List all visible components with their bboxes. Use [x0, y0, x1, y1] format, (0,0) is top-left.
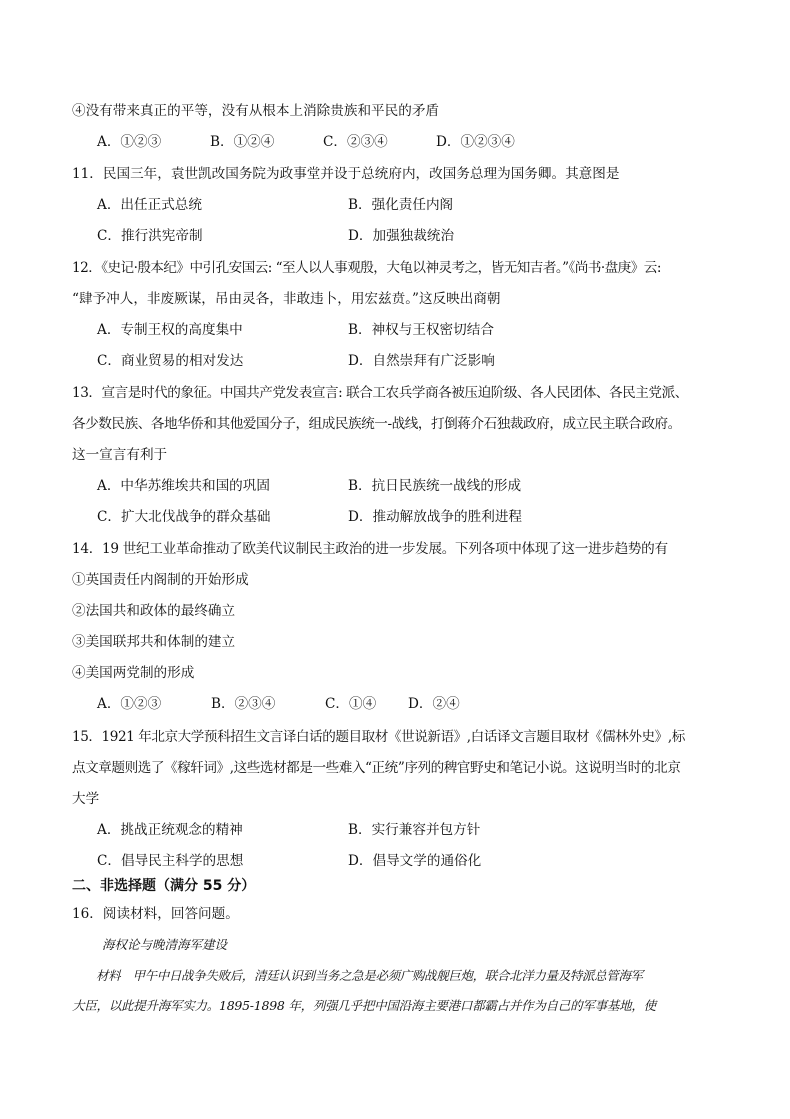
q14-item-2: ②法国共和政体的最终确立 [72, 603, 236, 619]
q15-stem-line-1: 15．1921 年北京大学预科招生文言译白话的题目取材《世说新语》,白话译文言题目取材《儒林外史》,标 [72, 729, 685, 745]
q10-option-d: D．①②③④ [436, 134, 515, 150]
q11-stem: 11．民国三年，袁世凯改国务院为政事堂并设于总统府内，改国务总理为国务卿。其意图是 [72, 166, 620, 182]
q12-option-d: D．自然崇拜有广泛影响 [348, 353, 495, 369]
q13-option-d: D．推动解放战争的胜利进程 [348, 509, 523, 525]
q12-option-b: B．神权与王权密切结合 [348, 322, 494, 338]
q14-stem: 14．19 世纪工业革命推动了欧美代议制民主政治的进一步发展。下列各项中体现了这一进步趋势的有 [72, 541, 668, 557]
q12-option-c: C．商业贸易的相对发达 [97, 353, 244, 369]
q13-option-b: B．抗日民族统一战线的形成 [348, 478, 522, 494]
q15-option-a: A．挑战正统观念的精神 [97, 822, 243, 838]
section-heading: 二、非选择题（满分 55 分） [72, 878, 256, 894]
q14-option-b: B．②③④ [211, 696, 276, 712]
q14-option-d: D．②④ [408, 696, 460, 712]
q13-option-a: A．中华苏维埃共和国的巩固 [97, 478, 270, 494]
q13-stem-line-2: 各少数民族、各地华侨和其他爱国分子，组成民族统一-战线，打倒蒋介石独裁政府，成立民主联合政府。 [72, 416, 681, 432]
material-line-1: 材料 甲午中日战争失败后，清廷认识到当务之急是必须广购战舰巨炮，联合北洋力量及特派总管海军 [96, 968, 643, 983]
q15-option-d: D．倡导文学的通俗化 [348, 853, 482, 869]
q15-stem-line-2: 点文章题则选了《稼轩词》,这些选材都是一些难入“正统”序列的稗官野史和笔记小说。这说明当时的北京 [72, 760, 681, 776]
material-title: 海权论与晚清海军建设 [102, 937, 228, 952]
q11-option-b: B．强化责任内阁 [348, 197, 454, 213]
q14-option-c: C．①④ [325, 696, 377, 712]
q12-option-a: A．专制王权的高度集中 [97, 322, 243, 338]
q10-item-4: ④没有带来真正的平等，没有从根本上消除贵族和平民的矛盾 [72, 103, 440, 119]
q13-stem-line-1: 13．宣言是时代的象征。中国共产党发表宣言: 联合工农兵学商各被压迫阶级、各人民团体、各民主党派、 [72, 385, 688, 401]
q11-option-c: C．推行洪宪帝制 [97, 228, 203, 244]
q16-stem: 16．阅读材料，回答问题。 [72, 906, 239, 922]
q14-option-a: A．①②③ [97, 696, 162, 712]
q13-stem-line-3: 这一宣言有利于 [72, 447, 168, 463]
q13-option-c: C．扩大北伐战争的群众基础 [97, 509, 271, 525]
q12-stem-line-2: “肆予冲人，非废厥谋，吊由灵各，非敢违卜，用宏兹贲。”这反映出商朝 [72, 291, 501, 307]
q15-option-c: C．倡导民主科学的思想 [97, 853, 244, 869]
q14-item-1: ①英国责任内阁制的开始形成 [72, 572, 249, 588]
q10-option-c: C．②③④ [323, 134, 388, 150]
q10-option-b: B．①②④ [210, 134, 275, 150]
q12-stem-line-1: 12．《史记·殷本纪》中引孔安国云: “至人以人事观殷，大龟以神灵考之，皆无知吉者。”《尚书·盘庚》云: [72, 260, 661, 276]
q14-item-4: ④美国两党制的形成 [72, 665, 195, 681]
q15-option-b: B．实行兼容并包方针 [348, 822, 481, 838]
q10-option-a: A．①②③ [97, 134, 162, 150]
q11-option-d: D．加强独裁统治 [348, 228, 455, 244]
material-line-2: 大臣，以此提升海军实力。1895-1898 年，列强几乎把中国沿海主要港口都霸占并作为自己的军事基地，使 [72, 998, 656, 1013]
q15-stem-line-3: 大学 [72, 791, 100, 807]
q14-item-3: ③美国联邦共和体制的建立 [72, 634, 236, 650]
q11-option-a: A．出任正式总统 [97, 197, 202, 213]
